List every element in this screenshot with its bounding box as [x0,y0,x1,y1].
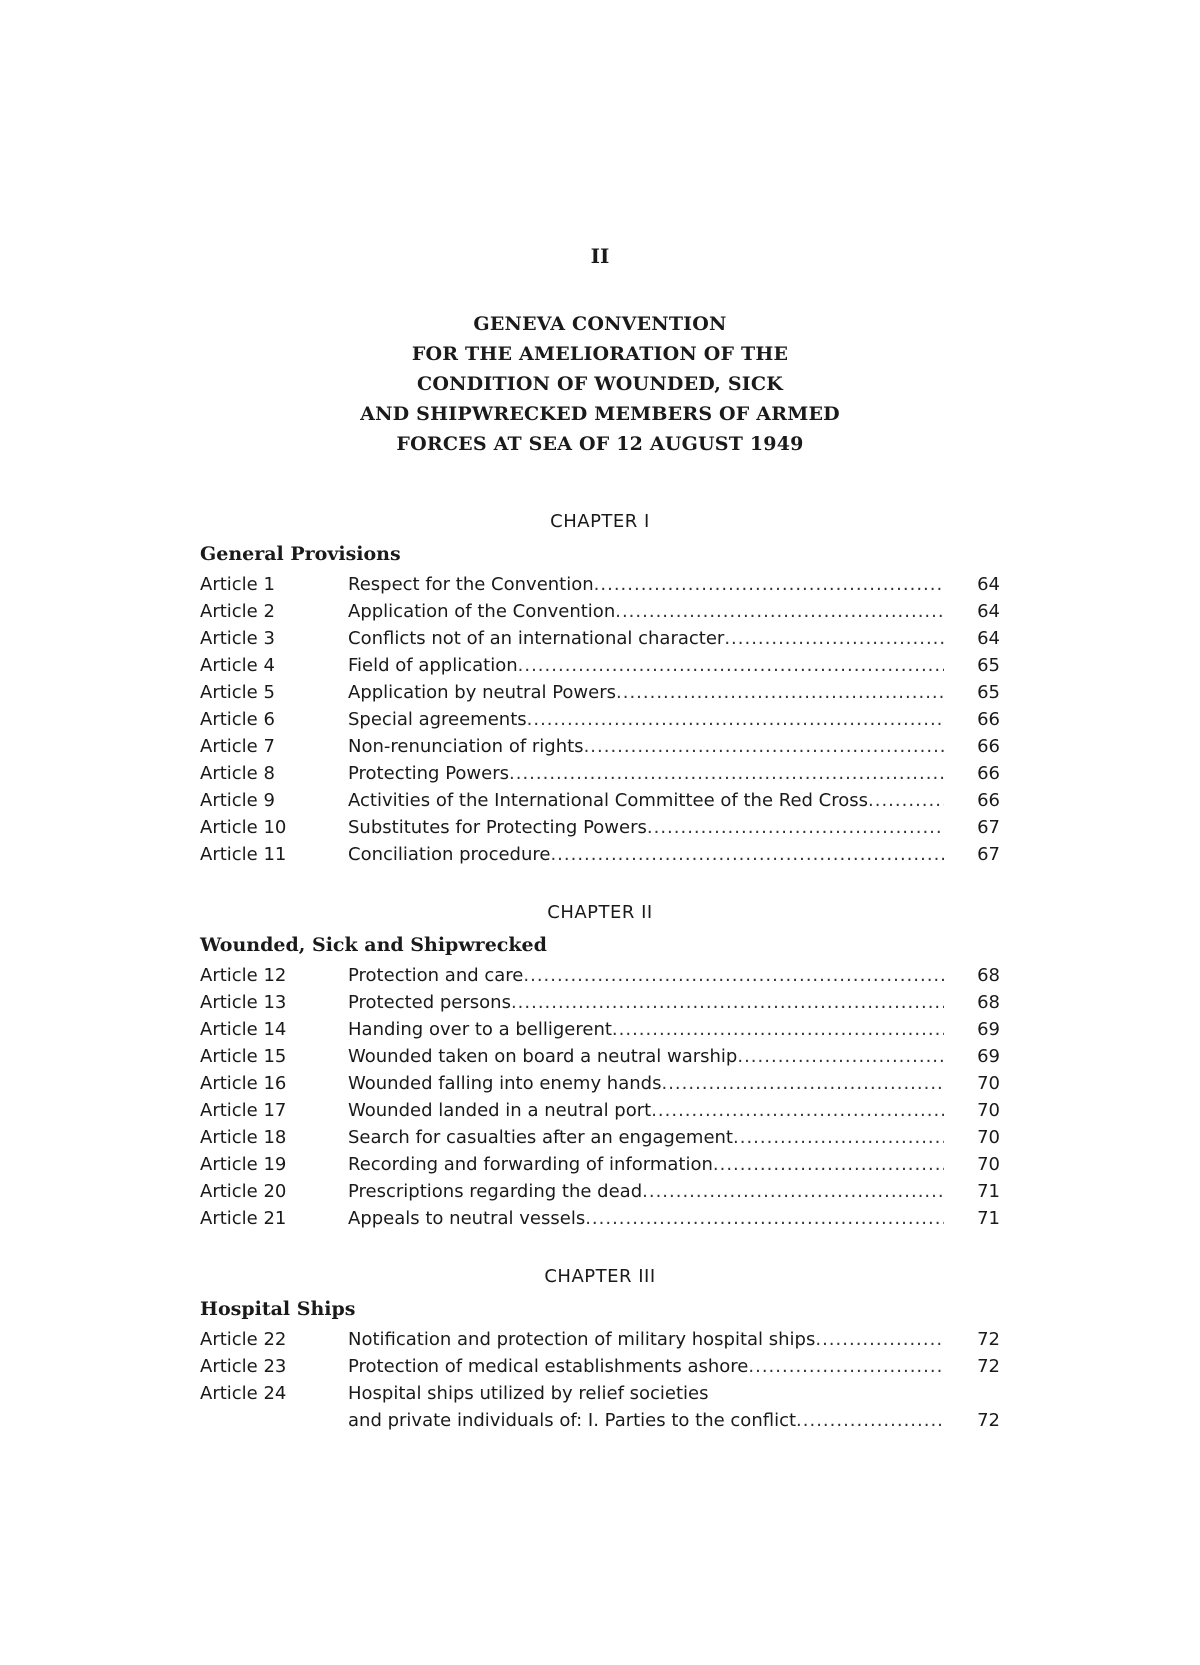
toc-entry[interactable] [200,1016,1000,1043]
article-title-line [348,1151,944,1178]
toc-entry[interactable] [200,652,1000,679]
article-label: Article 18 [200,1127,287,1148]
article-label: Article 24 [200,1383,287,1404]
article-title-text: Application by neutral Powers [348,682,616,703]
article-title [348,1178,944,1205]
section-heading: Hospital Ships [200,1298,356,1320]
article-title [348,989,944,1016]
article-title-text: Conciliation procedure [348,844,551,865]
article-title-text: Protection of medical establishments ashore [348,1356,749,1377]
dot-leader [523,962,944,989]
article-title-line [348,787,944,814]
article-title-text: Protected persons [348,992,511,1013]
article-list [200,1326,1000,1434]
article-title [348,1151,944,1178]
toc-entry[interactable] [200,571,1000,598]
article-title-line [348,1043,944,1070]
page-number: 71 [977,1181,1000,1202]
page-number: 64 [977,601,1000,622]
page-number: 70 [977,1073,1000,1094]
article-title [348,652,944,679]
article-title-text: Non-renunciation of rights [348,736,584,757]
article-title [348,1124,944,1151]
article-title-text: Application of the Convention [348,601,616,622]
article-title [348,679,944,706]
article-title-text: Prescriptions regarding the dead [348,1181,643,1202]
article-title-text: Appeals to neutral vessels [348,1208,586,1229]
page-number: 66 [977,736,1000,757]
article-title-line [348,571,944,598]
article-title-line [348,598,944,625]
convention-title [0,309,1200,459]
article-title [348,841,944,868]
dot-leader [615,598,944,625]
article-label: Article 23 [200,1356,287,1377]
dot-leader [815,1326,944,1353]
dot-leader [612,1016,944,1043]
article-title-text: Field of application [348,655,518,676]
dot-leader [737,1043,944,1070]
page-number: 67 [977,844,1000,865]
toc-entry[interactable] [200,1205,1000,1232]
article-title-line [348,989,944,1016]
article-label: Article 7 [200,736,275,757]
article-title-text: Protection and care [348,965,524,986]
article-label: Article 11 [200,844,287,865]
article-title [348,1016,944,1043]
article-label: Article 5 [200,682,275,703]
article-title-text: Recording and forwarding of information [348,1154,713,1175]
dot-leader [616,679,944,706]
page-number: 69 [977,1046,1000,1067]
article-title [348,1043,944,1070]
article-title-line [348,814,944,841]
page-number: 72 [977,1356,1000,1377]
convention-title-line: FORCES AT SEA OF 12 AUGUST 1949 [396,433,804,455]
article-label: Article 17 [200,1100,287,1121]
page-number: 70 [977,1154,1000,1175]
article-title-line [348,1353,944,1380]
article-title-text: Wounded falling into enemy hands [348,1073,662,1094]
article-label: Article 15 [200,1046,287,1067]
page-number: 69 [977,1019,1000,1040]
toc-entry[interactable] [200,706,1000,733]
page-number: 66 [977,709,1000,730]
article-title-line [348,733,944,760]
article-label: Article 21 [200,1208,287,1229]
dot-leader [724,625,944,652]
page-number: 68 [977,992,1000,1013]
toc-entry[interactable] [200,760,1000,787]
article-title-line [348,625,944,652]
article-label: Article 8 [200,763,275,784]
article-title-line [348,760,944,787]
article-label: Article 12 [200,965,287,986]
article-title-text: Substitutes for Protecting Powers [348,817,647,838]
table-of-contents [200,507,1000,1434]
article-title-line [348,652,944,679]
article-label: Article 3 [200,628,275,649]
page-number: 70 [977,1100,1000,1121]
article-title-line [348,1407,944,1434]
dot-leader [733,1124,944,1151]
article-label: Article 9 [200,790,275,811]
article-label: Article 20 [200,1181,287,1202]
article-title-text: Protecting Powers [348,763,509,784]
toc-entry[interactable] [200,1353,1000,1380]
page-number: 65 [977,682,1000,703]
article-title [348,706,944,733]
convention-title-line: AND SHIPWRECKED MEMBERS OF ARMED [360,403,840,425]
article-title [348,760,944,787]
article-label: Article 16 [200,1073,287,1094]
toc-entry[interactable] [200,733,1000,760]
article-title-text: Handing over to a belligerent [348,1019,612,1040]
toc-entry[interactable] [200,1070,1000,1097]
dot-leader [661,1070,944,1097]
toc-entry[interactable] [200,1151,1000,1178]
article-title-text: Activities of the International Committee of the Red Cross [348,790,869,811]
page-number: 68 [977,965,1000,986]
toc-entry[interactable] [200,598,1000,625]
part-number: II [590,244,610,268]
page-number: 72 [977,1329,1000,1350]
article-title [348,1070,944,1097]
convention-title-line: GENEVA CONVENTION [473,313,727,335]
article-title [348,1326,944,1353]
page-number: 64 [977,628,1000,649]
page-number: 72 [977,1410,1000,1431]
toc-entry[interactable] [200,814,1000,841]
toc-entry[interactable] [200,1097,1000,1124]
article-label: Article 10 [200,817,287,838]
article-title-text: Notification and protection of military hospital ships [348,1329,816,1350]
dot-leader [642,1178,944,1205]
article-title-text: Conflicts not of an international character [348,628,725,649]
dot-leader [518,652,944,679]
article-title-line [348,1097,944,1124]
article-label: Article 4 [200,655,275,676]
article-title-line [348,679,944,706]
article-title-text: Wounded landed in a neutral port [348,1100,652,1121]
dot-leader [511,989,944,1016]
dot-leader [585,1205,944,1232]
dot-leader [713,1151,944,1178]
article-label: Article 1 [200,574,275,595]
article-title [348,814,944,841]
dot-leader [527,706,944,733]
article-title-line [348,1016,944,1043]
dot-leader [550,841,944,868]
article-title-line [348,841,944,868]
article-title [348,1353,944,1380]
article-label: Article 6 [200,709,275,730]
toc-entry[interactable] [200,1326,1000,1353]
convention-title-line: CONDITION OF WOUNDED, SICK [417,373,783,395]
chapter-heading: CHAPTER II [547,902,653,923]
toc-entry[interactable] [200,1380,1000,1434]
chapter-heading: CHAPTER III [544,1266,656,1287]
toc-entry[interactable] [200,841,1000,868]
chapter-block [200,1262,1000,1434]
article-title-line [348,706,944,733]
article-title-text: and private individuals of: I. Parties to the conflict [348,1410,797,1431]
page-number: 66 [977,790,1000,811]
chapter-block [200,898,1000,1232]
dot-leader [651,1097,944,1124]
article-title-line [348,1070,944,1097]
toc-entry[interactable] [200,679,1000,706]
article-title-line [348,1205,944,1232]
toc-entry[interactable] [200,787,1000,814]
article-title [348,1380,944,1434]
article-label: Article 19 [200,1154,287,1175]
article-title [348,962,944,989]
article-list [200,571,1000,868]
dot-leader [594,571,944,598]
toc-entry[interactable] [200,989,1000,1016]
page-number: 64 [977,574,1000,595]
article-title-text: Hospital ships utilized by relief societies [348,1383,709,1404]
page-number: 71 [977,1208,1000,1229]
article-title [348,598,944,625]
article-label: Article 14 [200,1019,287,1040]
article-title-line [348,1124,944,1151]
section-heading: General Provisions [200,543,401,565]
dot-leader [796,1407,944,1434]
dot-leader [584,733,944,760]
dot-leader [748,1353,944,1380]
article-title-line [348,962,944,989]
article-list [200,962,1000,1232]
page-number: 70 [977,1127,1000,1148]
toc-entry[interactable] [200,1178,1000,1205]
article-title-text: Respect for the Convention [348,574,594,595]
dot-leader [509,760,944,787]
page-number: 66 [977,763,1000,784]
dot-leader [647,814,944,841]
article-title-line [348,1380,944,1407]
toc-entry[interactable] [200,1124,1000,1151]
article-title-text: Search for casualties after an engagement [348,1127,733,1148]
article-title [348,571,944,598]
article-title-text: Wounded taken on board a neutral warship [348,1046,738,1067]
article-label: Article 2 [200,601,275,622]
article-title [348,733,944,760]
chapter-heading: CHAPTER I [550,511,650,532]
article-title [348,787,944,814]
page-number: 65 [977,655,1000,676]
article-title [348,625,944,652]
article-title [348,1205,944,1232]
section-heading: Wounded, Sick and Shipwrecked [200,934,547,956]
article-title-line [348,1178,944,1205]
article-title-line [348,1326,944,1353]
article-title [348,1097,944,1124]
article-label: Article 22 [200,1329,287,1350]
article-title-text: Special agreements [348,709,527,730]
convention-title-line: FOR THE AMELIORATION OF THE [411,343,789,365]
article-label: Article 13 [200,992,287,1013]
toc-entry[interactable] [200,1043,1000,1070]
chapter-block [200,507,1000,868]
page-number: 67 [977,817,1000,838]
dot-leader [868,787,944,814]
toc-entry[interactable] [200,962,1000,989]
toc-entry[interactable] [200,625,1000,652]
